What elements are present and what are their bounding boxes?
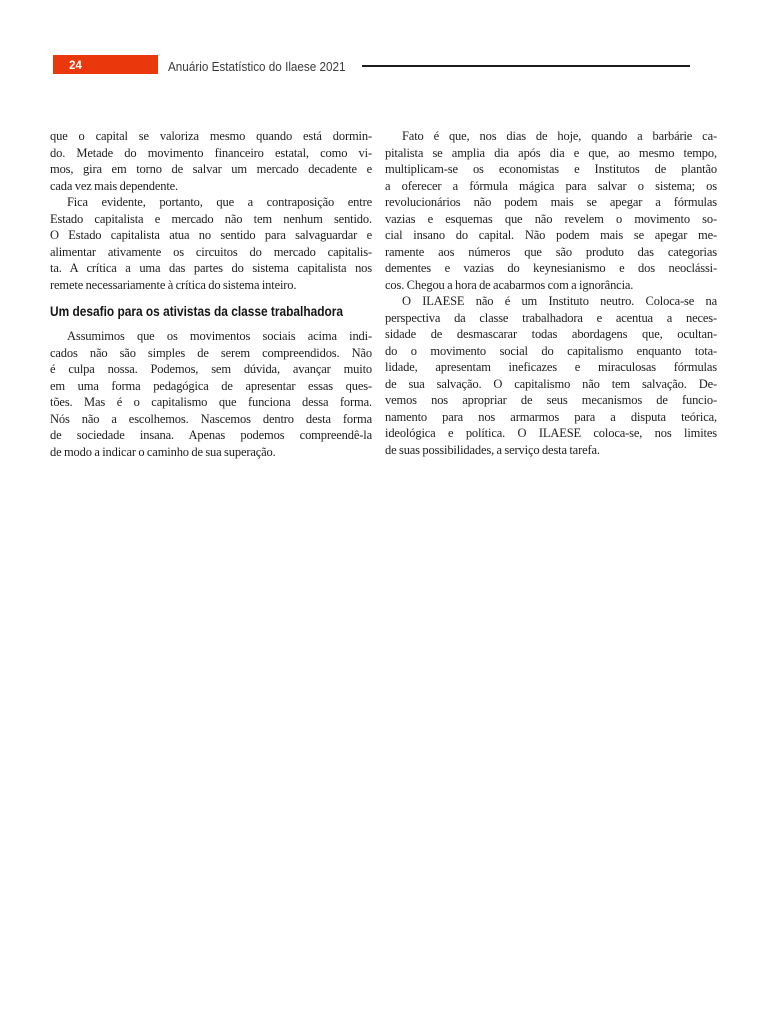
- text-line: revolucionários não podem mais se apegar a fórmulas: [385, 195, 717, 209]
- header-rule: [362, 65, 690, 67]
- text-line: mos, gira em torno de salvar um mercado decadente e: [50, 162, 372, 176]
- paragraph: [50, 328, 372, 460]
- text-line: perspectiva da classe trabalhadora e acentua a neces-: [385, 310, 717, 325]
- left-column: [50, 128, 372, 460]
- text-line: O ILAESE não é um Instituto neutro. Coloca-se na: [402, 294, 717, 308]
- text-line: multiplicam-se os economistas e Institutos de plantão: [385, 162, 717, 176]
- paragraph: [50, 128, 372, 194]
- text-line: ideológica e política. O ILAESE coloca-se, nos limites: [385, 426, 717, 440]
- text-line: cados não são simples de serem compreendidos. Não: [50, 345, 372, 360]
- section-heading: Um desafio para os ativistas da classe trabalhadora: [50, 303, 343, 319]
- text-line: cos. Chegou a hora de acabarmos com a ignorância.: [385, 277, 634, 292]
- paragraph: [385, 293, 717, 458]
- text-line: Nós não a escolhemos. Nascemos dentro desta forma: [50, 411, 372, 426]
- text-line: pitalista se amplia dia após dia e que, ao mesmo tempo,: [385, 145, 717, 160]
- text-line: lidade, apresentam ineficazes e miraculosas fórmulas: [385, 360, 717, 374]
- text-line: sidade de desmascarar todas abordagens que, ocultan-: [385, 327, 717, 341]
- text-line: do o movimento social do capitalismo enquanto tota-: [385, 343, 717, 358]
- text-line: que o capital se valoriza mesmo quando está dormin-: [50, 129, 372, 143]
- text-line: tões. Mas é o capitalismo que funciona dessa forma.: [50, 395, 372, 409]
- text-line: remete necessariamente à crítica do sistema inteiro.: [50, 277, 297, 292]
- text-line: de suas possibilidades, a serviço desta tarefa.: [385, 442, 600, 457]
- text-line: Estado capitalista e mercado não tem nenhum sentido.: [50, 211, 372, 226]
- text-line: ramente aos números que são produto das categorias: [385, 244, 717, 259]
- text-line: namento para nos armarmos para a disputa teórica,: [385, 409, 717, 424]
- text-line: de sua salvação. O capitalismo não tem salvação. De-: [385, 376, 717, 391]
- text-line: dementes e vazias do keynesianismo e dos neoclássi-: [385, 261, 717, 275]
- text-line: Assumimos que os movimentos sociais acima indi-: [67, 329, 372, 343]
- text-line: vemos nos apropriar de seus mecanismos de funcio-: [385, 393, 717, 407]
- text-line: de sociedade insana. Apenas podemos compreendê-la: [50, 428, 372, 442]
- page-number: 24: [69, 57, 82, 72]
- text-line: é culpa nossa. Podemos, sem dúvida, avançar muito: [50, 362, 372, 376]
- text-line: vazias e esquemas que não revelem o movimento so-: [385, 211, 717, 226]
- text-line: em uma forma pedagógica de apresentar essas ques-: [50, 378, 372, 393]
- text-line: a oferecer a fórmula mágica para salvar o sistema; os: [385, 178, 717, 193]
- text-line: de modo a indicar o caminho de sua superação.: [50, 444, 276, 459]
- text-line: O Estado capitalista atua no sentido para salvaguardar e: [50, 228, 372, 242]
- paragraph: [50, 194, 372, 293]
- page-number-badge: [53, 55, 158, 74]
- document-title: Anuário Estatístico do Ilaese 2021: [168, 59, 346, 74]
- text-line: cial insano do capital. Não podem mais se apegar me-: [385, 228, 717, 242]
- text-line: Fica evidente, portanto, que a contraposição entre: [67, 195, 372, 209]
- text-line: do. Metade do movimento financeiro estatal, como vi-: [50, 145, 372, 160]
- text-line: ta. A crítica a uma das partes do sistema capitalista nos: [50, 261, 372, 275]
- right-column: [385, 128, 717, 458]
- text-line: cada vez mais dependente.: [50, 178, 179, 193]
- paragraph: [385, 128, 717, 293]
- text-line: Fato é que, nos dias de hoje, quando a barbárie ca-: [402, 129, 717, 143]
- text-line: alimentar ativamente os circuitos do mercado capitalis-: [50, 244, 372, 259]
